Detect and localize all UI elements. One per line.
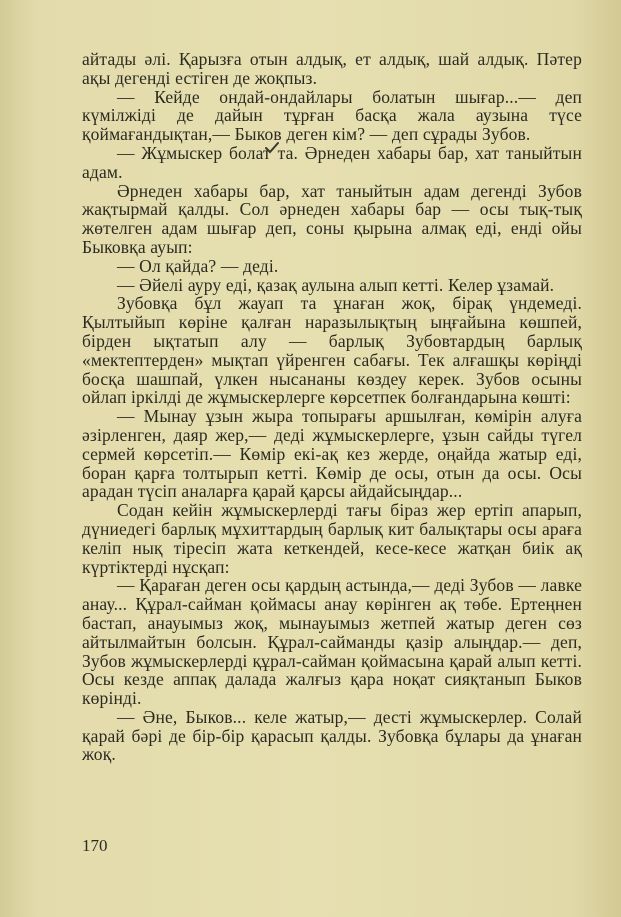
paragraph-6: — Әйелі ауру еді, қазақ аулына алып кетті. Келер ұзамай. [117,274,555,295]
paragraph-10: — Қараған деген осы қардың астында,— деді Зубов — лавке анау... Құрал-сайман қоймасы анау көрінген ақ төбе. Ертеңнен бастап, анауымыз жоқ, мынауымыз жетпей жатыр деген сөз айтылмайтын болсын. Құрал-сайманды қазір алыңдар.— деп, Зубов жұмыскерлерді құрал-сайман қоймасына қарай алып кетті. Осы кезде аппақ далада жалғыз қара ноқат сияқтанып Быков көрінді. [82,575,582,709]
paragraph-5: — Ол қайда? — деді. [117,255,279,276]
paragraph-8: — Мынау ұзын жыра топырағы аршылған, көмірін алуға әзірленген, даяр жер,— деді жұмыскерлерге, ұзын сайды түгел сермей көрсетіп.— Көмір екі-ақ кез жерде, оңайда жатыр еді, боран қарға толтырып кетті. Көмір де осы, отын да осы. Осы арадан түсіп аналарға қарай қарсы айдайсыңдар... [82,406,582,502]
paragraph-4: Әрнеден хабары бар, хат таныйтын адам дегенді Зубов жақтырмай қалды. Сол әрнеден хабары бар — осы тық-тық жөтелген адам шығар деп, соны қырына алмақ еді, енді ойы Быковқа ауып: [82,180,582,257]
paragraph-11: — Әне, Быков... келе жатыр,— десті жұмыскерлер. Солай қарай бәрі де бір-бір қарасып қалды. Зубовқа бұлары да ұнаған жоқ. [82,706,582,765]
page-number: 170 [82,836,108,855]
pencil-check-mark-icon [265,141,279,155]
paragraph-2: — Кейде ондай-ондайлары болатын шығар...— деп күмілжіді де дайын тұрған басқа жала аузына түсе қоймағандықтан,— Быков деген кім? — деп сұрады Зубов. [82,86,582,145]
paragraph-7: Зубовқа бұл жауап та ұнаған жоқ, бірақ үндемеді. Қылтыйып көріне қалған наразылықтың ыңғайына көшпей, бірден ықтатып алу — барлық Зубовтардың барлық «мектептерден» мықтап үйренген сабағы. Тек алғашқы көріңді босқа шашпай, үлкен нысананы көздеу керек. Зубов осыны ойлап іркілді де жұмыскерлерге көрсетпек болғандарына көшті: [82,293,582,408]
paragraph-9: Содан кейін жұмыскерлерді тағы біраз жер ертіп апарып, дүниедегі барлық мұхиттардың барлық кит балықтары осы араға келіп нық тіресіп жата кеткендей, кесе-кесе жатқан биік ақ күртіктерді нұсқап: [82,500,582,577]
paragraph-1: айтады әлі. Қарызға отын алдық, ет алдық, шай алдық. Пәтер ақы дегенді естіген де жоқпыз. [82,49,582,88]
page-body-text [82,50,582,764]
paragraph-3: — Жұмыскер болат та. Әрнеден хабары бар, хат таныйтын адам. [82,142,582,182]
